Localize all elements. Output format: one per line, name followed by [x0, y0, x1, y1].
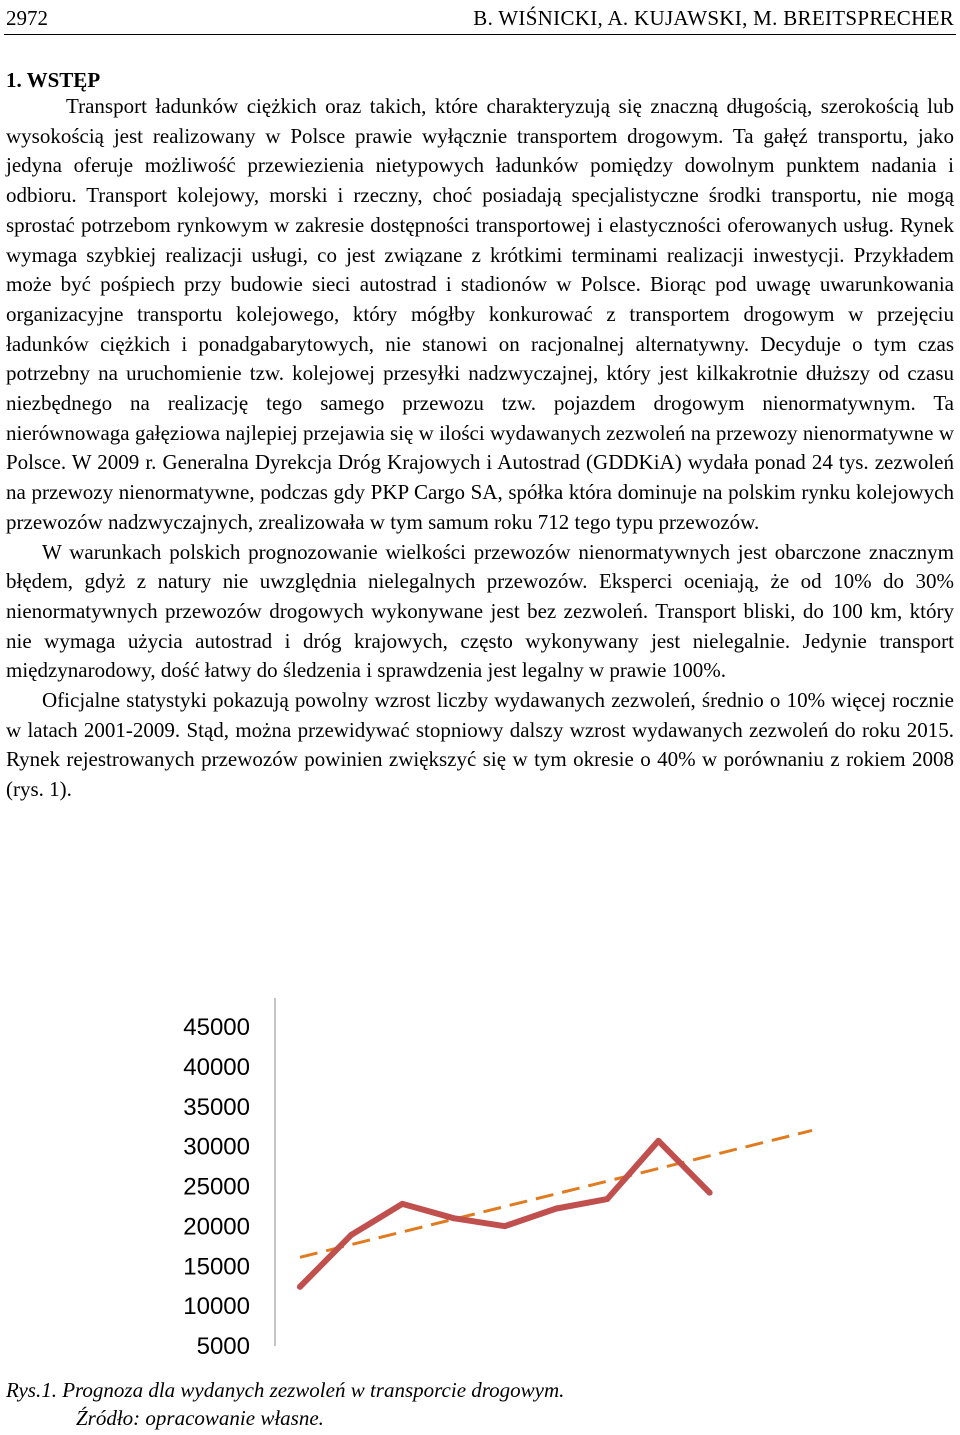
- series-point: [297, 1284, 303, 1290]
- series-point: [348, 1232, 354, 1238]
- trend-line: [300, 1130, 812, 1257]
- y-tick-label: 20000: [183, 1213, 250, 1241]
- body-text: [6, 92, 954, 805]
- y-tick-label: 10000: [183, 1293, 250, 1321]
- figure-caption-source: Źródło: opracowanie własne.: [76, 1406, 324, 1430]
- y-tick-label: 30000: [183, 1133, 250, 1161]
- paragraph: W warunkach polskich prognozowanie wielkości przewozów nienormatywnych jest obarczone znacznym błędem, gdyż z natury nie uwzględnia nielegalnych przewozów. Eksperci oceniają, że od 10% do 30% nienormatywnych przewozów drogowych wykonywane jest bez zezwoleń. Transport bliski, do 100 km, który nie wymaga użycia autostrad i dróg krajowych, często wykonywany jest nielegalnie. Jedynie transport międzynarodowy, dość łatwy do śledzenia i sprawdzenia jest legalny w prawie 100%.: [6, 539, 954, 683]
- paragraph: Transport ładunków ciężkich oraz takich, które charakteryzują się znaczną długością, szerokością lub wysokością jest realizowany w Polsce prawie wyłącznie transportem drogowym. Ta gałęź transportu, jako jedyna oferuje możliwość przewiezienia nietypowych ładunków pomiędzy dowolnym punktem nadania i odbioru. Transport kolejowy, morski i rzeczny, choć posiadają specjalistyczne środki transportu, nie mogą sprostać potrzebom rynkowym w zakresie dostępności transportowej i elastyczności oferowanych usług. Rynek wymaga szybkiej realizacji usługi, co jest związane z krótkimi terminami realizacji inwestycji. Przykładem może być pośpiech przy budowie sieci autostrad i stadionów w Polsce. Biorąc pod uwagę uwarunkowania organizacyjne transportu kolejowego, który mógłby konkurować z transportem drogowym w przejęciu ładunków ciężkich i ponadgabarytowych, nie stanowi on racjonalnej alternatywny. Decyduje o tym czas potrzebny na uruchomienie tzw. kolejowej przesyłki nadzwyczajnej, który jest kilkakrotnie dłuższy od czasu niezbędnego na realizację tego samego przewozu tzw. pojazdem drogowym nienormatywnym. Ta nierównowaga gałęziowa najlepiej przejawia się w ilości wydawanych zezwoleń na przewozy nienormatywne w Polsce. W 2009 r. Generalna Dyrekcja Dróg Krajowych i Autostrad (GDDKiA) wydała ponad 24 tys. zezwoleń na przewozy nienormatywne, podczas gdy PKP Cargo SA, spółka która dominuje na polskim rynku kolejowych przewozów nadzwyczajnych, zrealizowała w tym samum roku 712 tego typu przewozów.: [6, 94, 954, 534]
- series-line: [300, 1141, 710, 1287]
- y-tick-label: 35000: [183, 1093, 250, 1121]
- y-tick-label: 25000: [183, 1173, 250, 1201]
- figure-caption: [6, 1376, 564, 1432]
- chart-canvas: [160, 998, 820, 1360]
- forecast-chart: [160, 998, 820, 1360]
- figure-caption-title: Rys.1. Prognoza dla wydanych zezwoleń w transporcie drogowym.: [6, 1378, 565, 1402]
- running-header: [6, 4, 954, 34]
- y-tick-label: 45000: [183, 1014, 250, 1041]
- series-point: [502, 1223, 508, 1229]
- y-tick-label: 5000: [196, 1333, 250, 1360]
- series-point: [707, 1190, 713, 1196]
- y-axis-ticks: [183, 1014, 250, 1360]
- series-point: [604, 1196, 610, 1202]
- y-tick-label: 40000: [183, 1053, 250, 1081]
- running-header-authors: B. WIŚNICKI, A. KUJAWSKI, M. BREITSPRECHER: [473, 6, 954, 30]
- series-point: [655, 1138, 661, 1144]
- paragraph: Oficjalne statystyki pokazują powolny wzrost liczby wydawanych zezwoleń, średnio o 10% więcej rocznie w latach 2001-2009. Stąd, można przewidywać stopniowy dalszy wzrost wydawanych zezwoleń do roku 2015. Rynek rejestrowanych przewozów powinien zwiększyć się w tym okresie o 40% w porównaniu z rokiem 2008 (rys. 1).: [6, 688, 954, 802]
- series-point: [553, 1206, 559, 1212]
- series-point: [451, 1215, 457, 1221]
- section-heading: 1. WSTĘP: [6, 68, 101, 92]
- header-rule: [4, 34, 956, 35]
- y-tick-label: 15000: [183, 1253, 250, 1281]
- series-point: [399, 1201, 405, 1207]
- page-number: 2972: [6, 6, 48, 30]
